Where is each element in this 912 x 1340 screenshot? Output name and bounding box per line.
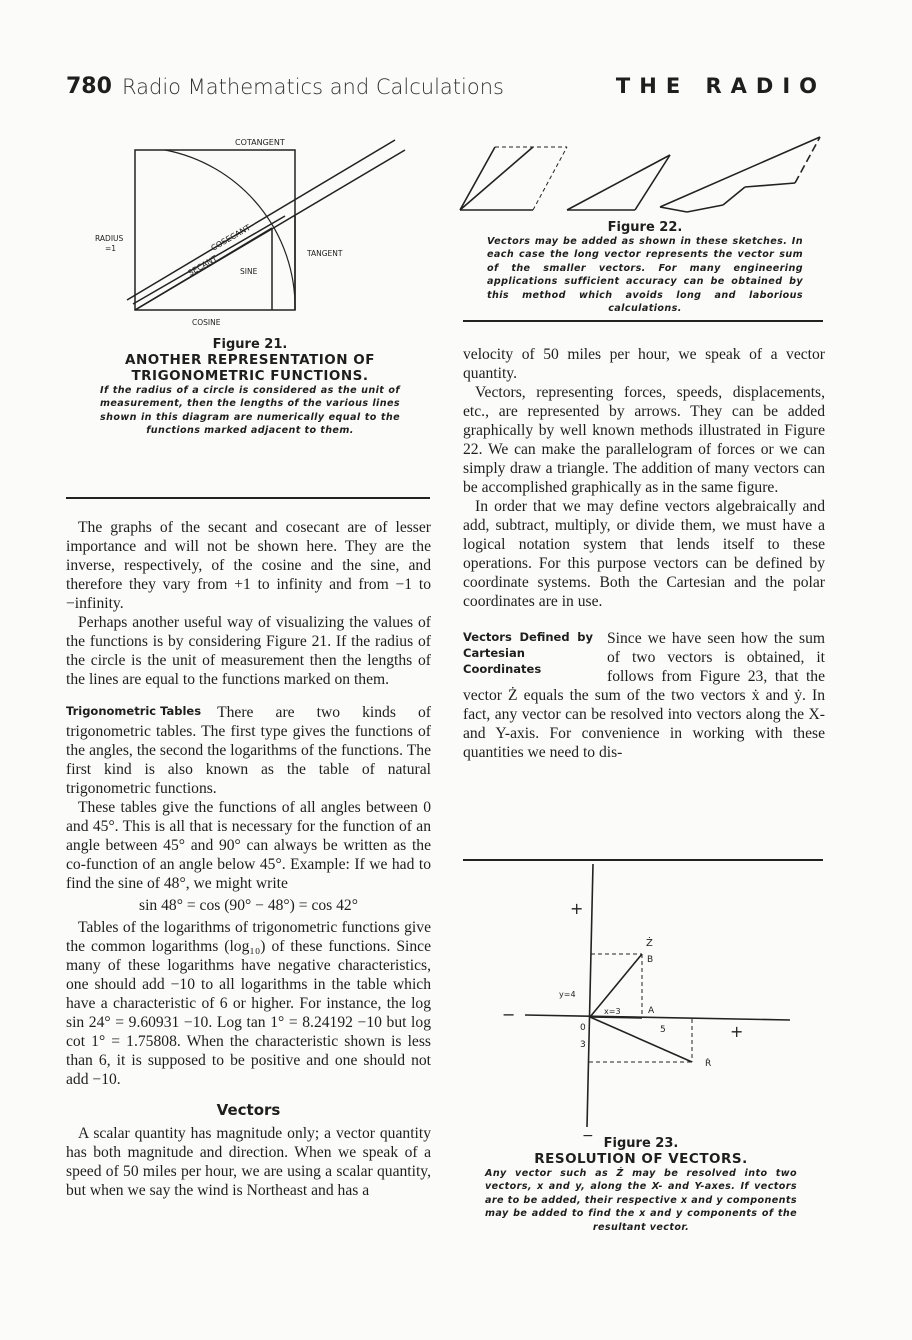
- figure-23-diagram: [500, 862, 820, 1137]
- label-z: Ż: [646, 938, 653, 949]
- page-number: 780: [66, 74, 112, 99]
- figure-22-diagram: [455, 135, 830, 215]
- figure-21-title-2: TRIGONOMETRIC FUNCTIONS.: [131, 368, 369, 384]
- label-minus-y: −: [582, 1128, 594, 1137]
- label-x3: x=3: [604, 1007, 621, 1016]
- label-radius: RADIUS: [95, 234, 124, 243]
- paragraph: Tables of the logarithms of trigonometric functions give the common logarithms (log₁₀) of these functions. Since many of these logarithms have negative characteristics, one should add −10 to all logarithms in the table which have a characteristic of 6 or higher. For instance, the log sin 24° = 9.60931 −10. Log tan 1° = 8.24192 −10 but log cot 1° = 1.75808. When the characteristic shown is less than 6, it is supposed to be positive and one should not add −10.: [66, 919, 431, 1088]
- chapter-title: Radio Mathematics and Calculations: [122, 75, 504, 99]
- label-cosine: COSINE: [192, 318, 221, 327]
- label-origin: 0: [580, 1023, 586, 1033]
- figure-23-number: Figure 23.: [603, 1136, 679, 1151]
- paragraph: There are two kinds of trigonometric tables. The first type gives the functions of the angles, the second the logarithms of the functions. The first kind is also known as the table of natural trigonometric functions.: [66, 704, 431, 797]
- figure-23-description: Any vector such as Ż may be resolved into two vectors, x and y, along the X- and Y-axes. If vectors are to be added, their respective x and y components may be added to find the x and y components of the resultant vector.: [485, 1168, 797, 1233]
- paragraph: Perhaps another useful way of visualizing the values of the functions is by considering Figure 21. If the radius of the circle is the unit of measurement then the lengths of the lines are equal to the functions marked on them.: [66, 614, 431, 688]
- paragraph: Since we have seen how the sum of two vectors is obtained, it follows from Figure 23, that the vector Ż equals the sum of the two vectors ẋ and ẏ. In fact, any vector can be resolved into vectors along the X- and Y-axis. For convenience in working with these quantities we need to dis-: [463, 630, 825, 761]
- divider: [66, 497, 430, 499]
- figure-21-diagram: [85, 128, 415, 328]
- paragraph: A scalar quantity has magnitude only; a vector quantity has both magnitude and direction. When we speak of a speed of 50 miles per hour, we are using a scalar quantity, but when we say the wind is Northeast and has a: [66, 1125, 431, 1199]
- label-a: A: [648, 1006, 655, 1016]
- right-column: [463, 345, 825, 762]
- paragraph: velocity of 50 miles per hour, we speak of a vector quantity.: [463, 346, 825, 382]
- label-cosecant: COSECANT: [209, 222, 253, 253]
- paragraph: The graphs of the secant and cosecant are of lesser importance and will not be shown here. They are the inverse, respectively, of the cosine and the sine, and therefore they vary from +1 to infinity and from −1 to −infinity.: [66, 519, 431, 612]
- running-head: THE RADIO: [615, 74, 826, 98]
- label-secant: SECANT: [186, 253, 219, 278]
- label-cotangent: COTANGENT: [235, 138, 285, 147]
- sidehead-trig-tables: Trigonometric Tables: [66, 704, 202, 718]
- sidehead-vectors-defined: Vectors Defined by Cartesian Coordinates: [463, 630, 593, 676]
- figure-22-caption: [487, 220, 803, 315]
- figure-21-title-1: ANOTHER REPRESENTATION OF: [125, 352, 375, 368]
- figure-22-number: Figure 22.: [607, 220, 683, 235]
- figure-23-title: RESOLUTION OF VECTORS.: [534, 1151, 748, 1167]
- label-r: Ṙ: [705, 1059, 712, 1069]
- figure-21-description: If the radius of a circle is considered as the unit of measurement, then the lengths of the various lines shown in this diagram are numerically equal to the functions marked adjacent to them.: [100, 385, 400, 437]
- paragraph: In order that we may define vectors algebraically and add, subtract, multiply, or divide them, we must have a logical notation system that lends itself to these operations. For this purpose vectors can be defined by coordinate systems. Both the Cartesian and the polar coordinates are in use.: [463, 498, 825, 610]
- label-plus-y: +: [570, 899, 584, 918]
- label-plus-x: +: [730, 1022, 744, 1041]
- label-radius-eq: =1: [105, 244, 117, 253]
- paragraph: Vectors, representing forces, speeds, displacements, etc., are represented by arrows. They can be added graphically by well known methods illustrated in Figure 22. We can make the parallelogram of forces or we can simply draw a triangle. The addition of many vectors can be accomplished graphically as in the same figure.: [463, 384, 825, 496]
- figure-23-caption: [485, 1136, 797, 1234]
- left-column: [66, 518, 431, 1200]
- page-header: [66, 72, 826, 106]
- divider: [463, 320, 823, 322]
- figure-22-description: Vectors may be added as shown in these sketches. In each case the long vector represents the vector sum of the smaller vectors. For many engineering applications sufficient accuracy can be obtained by this method which avoids long and laborious calculations.: [487, 236, 803, 315]
- divider: [463, 859, 823, 861]
- label-tangent: TANGENT: [307, 249, 343, 258]
- figure-21-caption: [100, 337, 400, 438]
- label-three: 3: [580, 1040, 586, 1050]
- label-minus-x: −: [502, 1005, 516, 1024]
- paragraph: These tables give the functions of all angles between 0 and 45°. This is all that is necessary for the function of an angle between 45° and 90° can always be written as the co-function of an angle below 45°. Example: If we had to find the sine of 48°, we might write: [66, 799, 431, 892]
- equation: sin 48° = cos (90° − 48°) = cos 42°: [139, 897, 358, 914]
- figure-21-number: Figure 21.: [212, 337, 288, 352]
- label-sine: SINE: [240, 267, 258, 276]
- section-heading-vectors: Vectors: [216, 1101, 281, 1119]
- label-b: B: [647, 955, 654, 965]
- label-five: 5: [660, 1025, 666, 1035]
- label-y4: y=4: [559, 990, 576, 999]
